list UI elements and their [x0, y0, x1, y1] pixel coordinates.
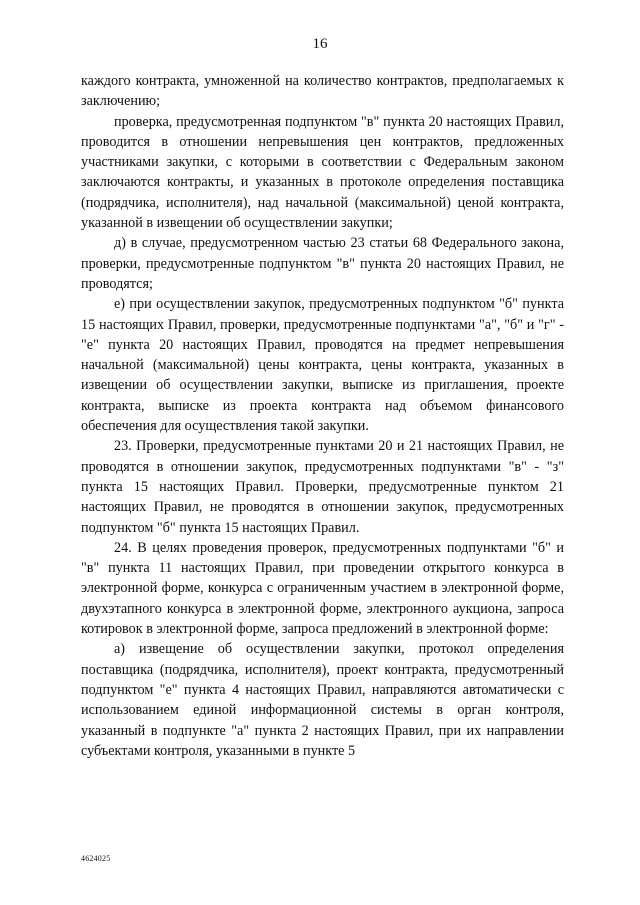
- document-code: 4624025: [81, 854, 111, 863]
- paragraph: 23. Проверки, предусмотренные пунктами 20 и 21 настоящих Правил, не проводятся в отношении закупок, предусмотренных подпунктами "в" - "з" пункта 15 настоящих Правил. Проверки, предусмотренные пунктом 21 настоящих Правил, не проводятся в отношении закупок, предусмотренных подпунктом "б" пункта 15 настоящих Правил.: [81, 438, 564, 536]
- paragraph: каждого контракта, умноженной на количество контрактов, предполагаемых к заключению;: [81, 73, 564, 110]
- paragraph: е) при осуществлении закупок, предусмотренных подпунктом "б" пункта 15 настоящих Правил, проверки, предусмотренные подпунктами "а", "б" и "г" - "е" пункта 20 настоящих Правил, проводятся на предмет непревышения начальной (максимальной) цены контракта, цены контракта, указанных в извещении об осуществлении закупки, выписке из приглашения, проекте контракта, выписке из проекта контракта над объемом финансового обеспечения для осуществления такой закупки.: [81, 296, 564, 435]
- paragraph: 24. В целях проведения проверок, предусмотренных подпунктами "б" и "в" пункта 11 настоящих Правил, при проведении открытого конкурса в электронной форме, конкурса с ограниченным участием в электронной форме, двухэтапного конкурса в электронной форме, электронного аукциона, запроса котировок в электронной форме, запроса предложений в электронной форме:: [81, 539, 564, 638]
- paragraph: а) извещение об осуществлении закупки, протокол определения поставщика (подрядчика, исполнителя), проект контракта, предусмотренный подпунктом "е" пункта 4 настоящих Правил, направляются автоматически с использованием единой информационной системы в орган контроля, указанный в подпункте "а" пункта 2 настоящих Правил, при их направлении субъектами контроля, указанными в пункте 5: [81, 641, 564, 759]
- paragraph: д) в случае, предусмотренном частью 23 статьи 68 Федерального закона, проверки, предусмотренные подпунктом "в" пункта 20 настоящих Правил, не проводятся;: [81, 235, 564, 292]
- paragraph: проверка, предусмотренная подпунктом "в" пункта 20 настоящих Правил, проводится в отношении непревышения цен контрактов, предложенных участниками закупки, с которыми в соответствии с Федеральным законом заключаются контракты, и указанных в протоколе определения поставщика (подрядчика, исполнителя), над начальной (максимальной) ценой контракта, указанной в извещении об осуществлении закупки;: [81, 113, 564, 232]
- document-body: [81, 71, 564, 761]
- page-number: 16: [312, 36, 328, 52]
